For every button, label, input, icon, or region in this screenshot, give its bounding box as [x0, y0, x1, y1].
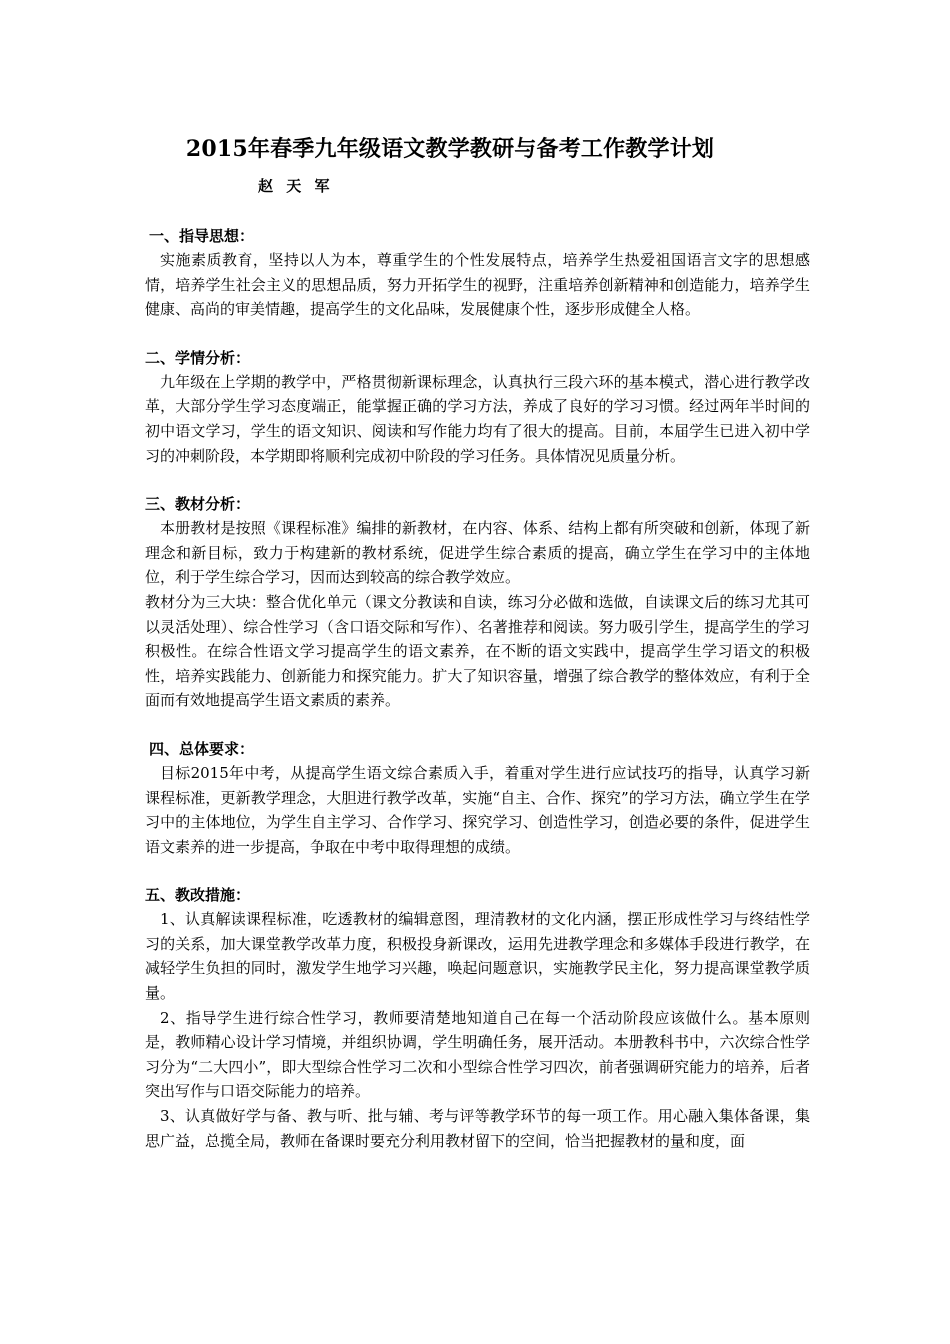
section-paragraph: 目标2015年中考，从提高学生语文综合素质入手，着重对学生进行应试技巧的指导，认真学习新课程标准，更新教学理念，大胆进行教学改革，实施“自主、合作、探究”的学习方法，确立学生在学习中的主体地位，为学生自主学习、合作学习、探究学习、创造性学习，创造必要的条件，促进学生语文素养的进一步提高，争取在中考中取得理想的成绩。: [145, 763, 810, 856]
document-title: 2015年春季九年级语文教学教研与备考工作教学计划: [185, 136, 715, 162]
section-heading: 一、指导思想：: [149, 227, 255, 245]
section-heading: 五、教改措施：: [145, 886, 251, 905]
section-overall-requirements: [145, 737, 810, 859]
document-body: [145, 224, 810, 1153]
section-heading: 四、总体要求：: [149, 739, 255, 758]
section-paragraph: 实施素质教育，坚持以人为本，尊重学生的个性发展特点，培养学生热爱祖国语言文字的思想感情，培养学生社会主义的思想品质，努力开拓学生的视野，注重培养创新精神和创造能力，培养学生健康、高尚的审美情趣，提高学生的文化品味，发展健康个性，逐步形成健全人格。: [145, 251, 810, 319]
section-paragraph: 3、认真做好学与备、教与听、批与辅、考与评等教学环节的每一项工作。用心融入集体备课，集思广益，总揽全局，教师在备课时要充分利用教材留下的空间，恰当把握教材的量和度，面: [145, 1107, 810, 1150]
document-author: 赵 天 军: [258, 177, 334, 195]
section-guiding-ideology: [145, 224, 810, 322]
section-heading: 二、学情分析：: [145, 348, 251, 367]
section-paragraph: 本册教材是按照《课程标准》编排的新教材，在内容、体系、结构上都有所突破和创新，体现了新理念和新目标，致力于构建新的教材系统，促进学生综合素质的提高，确立学生在学习中的主体地位，利于学生综合学习，因而达到较高的综合教学效应。: [145, 519, 810, 587]
section-textbook-analysis: [145, 492, 810, 713]
section-heading: 三、教材分析：: [145, 495, 251, 514]
section-student-analysis: [145, 346, 810, 468]
section-paragraph: 九年级在上学期的教学中，严格贯彻新课标理念，认真执行三段六环的基本模式，潜心进行教学改革，大部分学生学习态度端正，能掌握正确的学习方法，养成了良好的学习习惯。经过两年半时间的初中语文学习，学生的语文知识、阅读和写作能力均有了很大的提高。目前，本届学生已进入初中学习的冲刺阶段，本学期即将顺利完成初中阶段的学习任务。具体情况见质量分析。: [145, 372, 810, 465]
section-paragraph: 1、认真解读课程标准，吃透教材的编辑意图，理清教材的文化内涵，摆正形成性学习与终结性学习的关系，加大课堂教学改革力度，积极投身新课改，运用先进教学理念和多媒体手段进行教学，在减轻学生负担的同时，激发学生地学习兴趣，唤起问题意识，实施教学民主化，努力提高课堂教学质量。: [145, 910, 810, 1003]
section-reform-measures: [145, 883, 810, 1153]
section-paragraph: 2、指导学生进行综合性学习，教师要清楚地知道自己在每一个活动阶段应该做什么。基本原则是，教师精心设计学习情境，并组织协调，学生明确任务，展开活动。本册教科书中，六次综合性学习分为“二大四小”，即大型综合性学习二次和小型综合性学习四次，前者强调研究能力的培养，后者突出写作与口语交际能力的培养。: [145, 1008, 810, 1101]
section-paragraph: 教材分为三大块：整合优化单元（课文分教读和自读，练习分必做和选做，自读课文后的练习尤其可以灵活处理）、综合性学习（含口语交际和写作）、名著推荐和阅读。努力吸引学生，提高学生的学习积极性。在综合性语文学习提高学生的语文素养，在不断的语文实践中，提高学生学习语文的积极性，培养实践能力、创新能力和探究能力。扩大了知识容量，增强了综合教学的整体效应，有利于全面而有效地提高学生语文素质的素养。: [145, 592, 810, 710]
